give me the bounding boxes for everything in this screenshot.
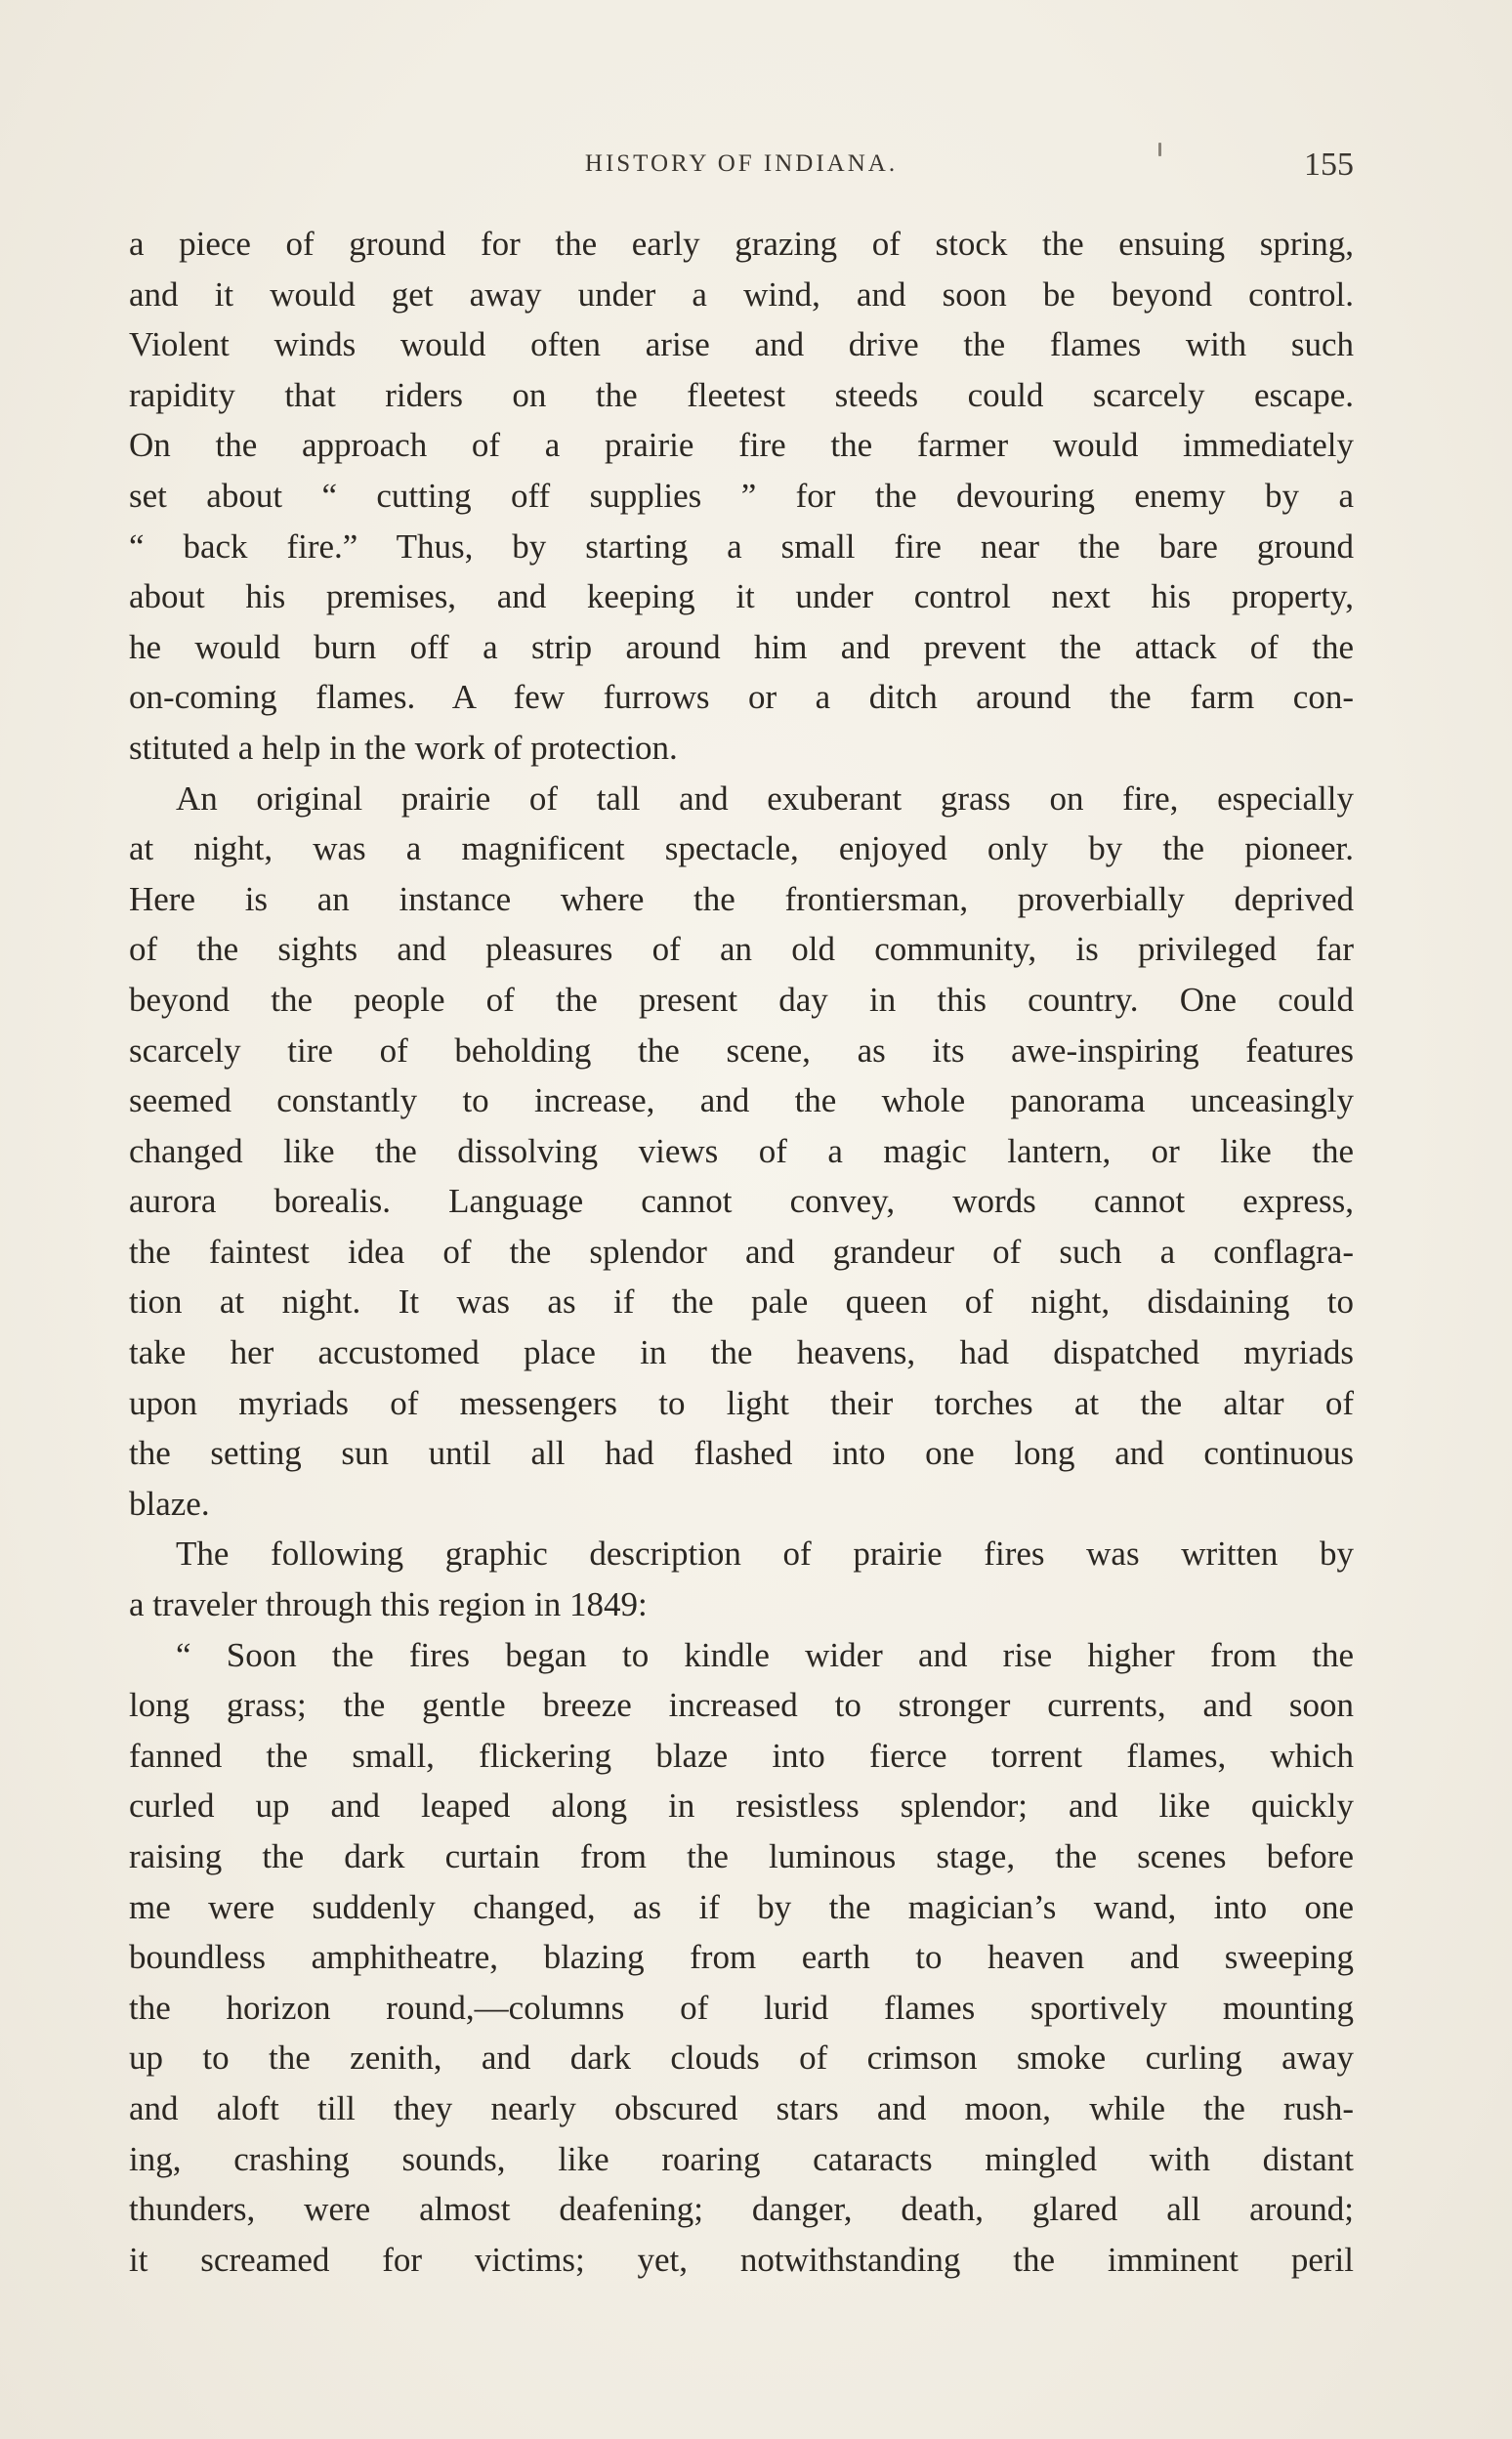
text-line: raising the dark curtain from the luminous stage, the scenes before	[129, 1837, 1354, 1875]
text-line: long grass; the gentle breeze increased to stronger currents, and soon	[129, 1686, 1354, 1725]
running-title: HISTORY OF INDIANA.	[584, 150, 899, 177]
text-line: at night, was a magnificent spectacle, enjoyed only by the pioneer.	[129, 829, 1354, 868]
text-line: “ Soon the fires began to kindle wider and rise higher from the	[176, 1635, 1354, 1674]
text-line: changed like the dissolving views of a magic lantern, or like the	[129, 1131, 1354, 1170]
text-line: ing, crashing sounds, like roaring cataracts mingled with distant	[129, 2139, 1354, 2178]
text-line: me were suddenly changed, as if by the magician’s wand, into one	[129, 1887, 1354, 1926]
text-line: and aloft till they nearly obscured stars and moon, while the rush-	[129, 2088, 1354, 2127]
text-line: seemed constantly to increase, and the whole panorama unceasingly	[129, 1081, 1354, 1120]
text-line: the setting sun until all had flashed into one long and continuous	[129, 1434, 1354, 1473]
text-line: rapidity that riders on the fleetest steeds could scarcely escape.	[129, 375, 1354, 414]
text-line: of the sights and pleasures of an old community, is privileged far	[129, 930, 1354, 969]
text-line: On the approach of a prairie fire the farmer would immediately	[129, 426, 1354, 465]
page-number: 155	[1304, 147, 1354, 183]
text-line: a piece of ground for the early grazing of stock the ensuing spring,	[129, 225, 1354, 263]
text-line: and it would get away under a wind, and soon be beyond control.	[129, 274, 1354, 314]
text-line: “ back fire.” Thus, by starting a small fire near the bare ground	[129, 526, 1354, 566]
text-line: thunders, were almost deafening; danger, death, glared all around;	[129, 2190, 1354, 2229]
page-header	[129, 147, 1354, 186]
text-line: a traveler through this region in 1849:	[129, 1585, 648, 1624]
text-line: tion at night. It was as if the pale queen of night, disdaining to	[129, 1283, 1354, 1322]
text-line: take her accustomed place in the heavens, had dispatched myriads	[129, 1333, 1354, 1372]
body-text	[129, 219, 1354, 2285]
text-line: about his premises, and keeping it under control next his property,	[129, 577, 1354, 616]
text-line: beyond the people of the present day in this country. One could	[129, 980, 1354, 1019]
text-line: stituted a help in the work of protection.	[129, 728, 678, 767]
text-line: the faintest idea of the splendor and grandeur of such a conflagra-	[129, 1232, 1354, 1271]
text-line: Here is an instance where the frontiersman, proverbially deprived	[129, 879, 1354, 918]
text-line: The following graphic description of prairie fires was written by	[176, 1535, 1354, 1574]
text-line: the horizon round,—columns of lurid flames sportively mounting	[129, 1988, 1354, 2027]
text-line: set about “ cutting off supplies ” for the devouring enemy by a	[129, 476, 1354, 515]
text-line: Violent winds would often arise and drive the flames with such	[129, 325, 1354, 364]
text-line: upon myriads of messengers to light their torches at the altar of	[129, 1383, 1354, 1422]
text-line: up to the zenith, and dark clouds of crimson smoke curling away	[129, 2039, 1354, 2078]
text-line: he would burn off a strip around him and prevent the attack of the	[129, 627, 1354, 666]
text-line: it screamed for victims; yet, notwithstanding the imminent peril	[129, 2240, 1354, 2279]
text-line: on-coming flames. A few furrows or a ditch around the farm con-	[129, 678, 1354, 717]
text-line: fanned the small, flickering blaze into fierce torrent flames, which	[129, 1736, 1354, 1775]
text-line: aurora borealis. Language cannot convey, words cannot express,	[129, 1182, 1354, 1221]
text-line: An original prairie of tall and exuberant grass on fire, especially	[176, 778, 1354, 818]
text-line: blaze.	[129, 1484, 210, 1523]
text-line: curled up and leaped along in resistless splendor; and like quickly	[129, 1787, 1354, 1826]
text-line: boundless amphitheatre, blazing from earth to heaven and sweeping	[129, 1938, 1354, 1977]
text-line: scarcely tire of beholding the scene, as its awe-inspiring features	[129, 1030, 1354, 1070]
